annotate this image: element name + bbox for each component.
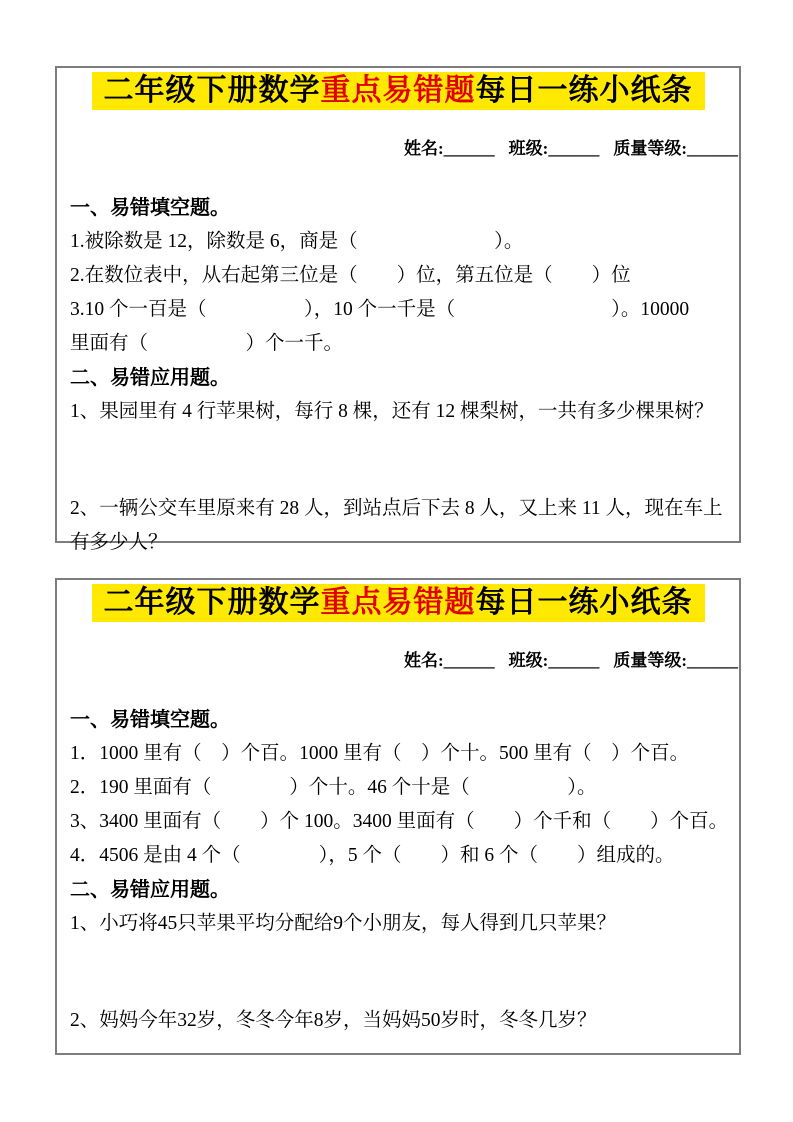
question-line: 1、小巧将45只苹果平均分配给9个小朋友，每人得到几只苹果？ xyxy=(70,913,617,934)
name-field: 姓名:______ xyxy=(403,139,495,158)
question-line: 4．4506 是由 4 个（ ），5 个（ ）和 6 个（ ）组成的。 xyxy=(70,845,675,866)
question-line: 2、妈妈今年32岁，冬冬今年8岁，当妈妈50岁时，冬冬几岁？ xyxy=(70,1010,597,1031)
student-info-row xyxy=(57,625,739,697)
quality-grade-field: 质量等级:______ xyxy=(613,139,738,158)
answer-space xyxy=(70,429,735,492)
answer-space xyxy=(70,941,735,1004)
question-line: 1、果园里有 4 行苹果树，每行 8 棵，还有 12 棵梨树，一共有多少棵果树？ xyxy=(70,401,714,422)
worksheet-section-1 xyxy=(55,66,741,553)
question-line: 3.10 个一百是（ ），10 个一千是（ ）。10000 xyxy=(70,299,690,320)
title-part-black-1: 二年级下册数学 xyxy=(103,586,321,619)
student-info-row xyxy=(57,113,739,185)
question-line: 3、3400 里面有（ ）个 100。3400 里面有（ ）个千和（ ）个百。 xyxy=(70,811,729,832)
section-content xyxy=(57,703,739,1038)
question-line: 1．1000 里有（ ）个百。1000 里有（ ）个十。500 里有（ ）个百。 xyxy=(70,743,690,764)
title-part-black-1: 二年级下册数学 xyxy=(103,74,321,107)
title-part-black-2: 每日一练小纸条 xyxy=(475,586,693,619)
quality-grade-field: 质量等级:______ xyxy=(613,651,738,670)
class-field: 班级:______ xyxy=(508,139,600,158)
worksheet-section-2 xyxy=(55,578,741,1055)
question-line: 2.在数位表中，从右起第三位是（ ）位，第五位是（ ）位 xyxy=(70,265,631,286)
heading-fill-blanks: 一、易错填空题。 xyxy=(70,709,230,731)
question-line-continuation: 里面有（ ）个一千。 xyxy=(70,333,344,354)
heading-word-problems: 二、易错应用题。 xyxy=(70,367,230,389)
question-line: 2、一辆公交车里原来有 28 人，到站点后下去 8 人，又上来 11 人，现在车上 xyxy=(70,498,723,519)
section-content xyxy=(57,191,739,560)
title-part-red: 重点易错题 xyxy=(320,74,476,107)
section-title-row xyxy=(57,72,739,110)
question-line: 2．190 里面有（ ）个十。46 个十是（ ）。 xyxy=(70,777,597,798)
question-line-continuation: 有多少人？ xyxy=(70,532,168,553)
name-field: 姓名:______ xyxy=(403,651,495,670)
heading-fill-blanks: 一、易错填空题。 xyxy=(70,197,230,219)
heading-word-problems: 二、易错应用题。 xyxy=(70,879,230,901)
section-title-row xyxy=(57,584,739,622)
class-field: 班级:______ xyxy=(508,651,600,670)
title-part-red: 重点易错题 xyxy=(320,586,476,619)
section-title-highlight xyxy=(92,72,705,110)
section-title-highlight xyxy=(92,584,705,622)
title-part-black-2: 每日一练小纸条 xyxy=(475,74,693,107)
question-line: 1.被除数是 12，除数是 6，商是（ ）。 xyxy=(70,231,524,252)
